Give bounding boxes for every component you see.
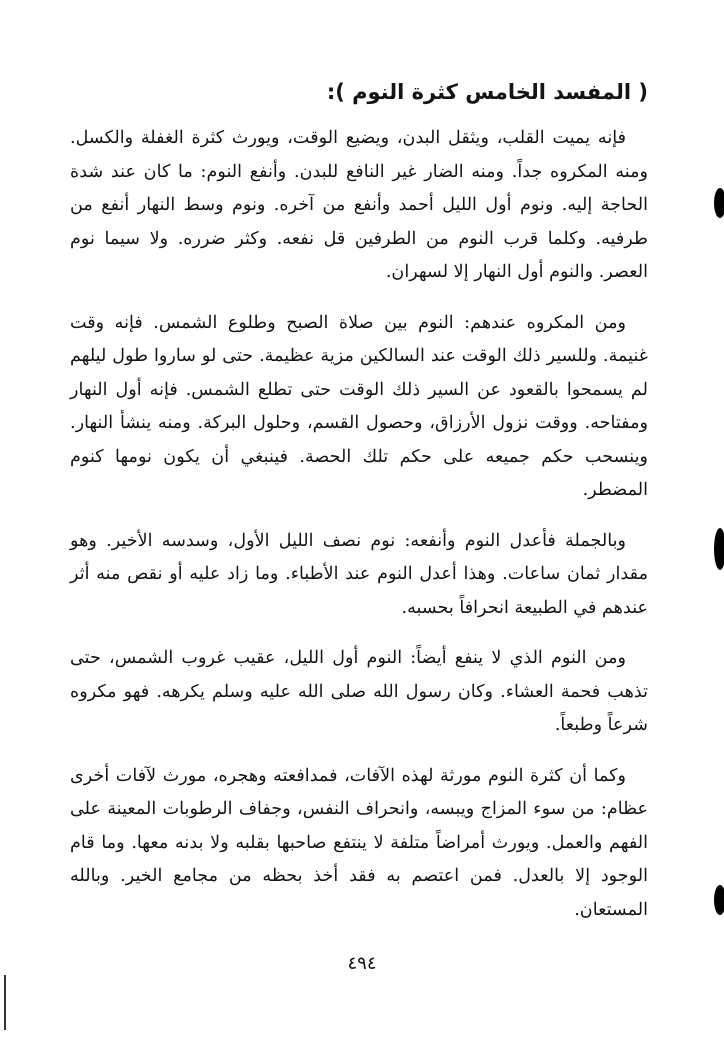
paragraph-4: ومن النوم الذي لا ينفع أيضاً: النوم أول الليل، عقيب غروب الشمس، حتى تذهب فحمة العشاء. وكان رسول الله صلى الله عليه وسلم يكرهه. فهو مكروه شرعاً وطبعاً. [70,648,648,735]
scan-left-edge-line [4,975,6,1030]
paragraph-3: وبالجملة فأعدل النوم وأنفعه: نوم نصف الليل الأول، وسدسه الأخير. وهو مقدار ثمان ساعات. وهذا أعدل النوم عند الأطباء. وما زاد عليه أو نقص منه أثر عندهم في الطبيعة انحرافاً بحسبه. [70,530,648,618]
page-body [70,72,648,944]
scan-edge-mark-middle [714,528,724,570]
page-number: ٤٩٤ [347,953,377,974]
paragraph-1: فإنه يميت القلب، ويثقل البدن، ويضيع الوقت، ويورث كثرة الغفلة والكسل. ومنه المكروه جداً. ومنه الضار غير النافع للبدن. وأنفع النوم: ما كان عند شدة الحاجة إليه. ونوم أول الليل أحمد وأنفع من آخره. ونوم وسط النهار أنفع من طرفيه. وكلما قرب النوم من الطرفين قل نفعه. وكثر ضرره. ولا سيما نوم العصر. والنوم أول النهار إلا لسهران. [70,128,648,282]
scan-edge-mark-bottom [714,885,724,915]
section-heading: ( المفسد الخامس كثرة النوم ): [326,80,648,104]
paragraph-5: وكما أن كثرة النوم مورثة لهذه الآفات، فمدافعته وهجره، مورث لآفات أخرى عظام: من سوء المزاج ويبسه، وانحراف النفس، وجفاف الرطوبات المعينة على الفهم والعمل. ويورث أمراضاً متلفة لا ينتفع صاحبها بقلبه ولا بدنه معها. وما قام الوجود إلا بالعدل. فمن اعتصم به فقد أخذ بحظه من مجامع الخير. وبالله المستعان. [70,765,648,920]
paragraph-2: ومن المكروه عندهم: النوم بين صلاة الصبح وطلوع الشمس. فإنه وقت غنيمة. وللسير ذلك الوقت عند السالكين مزية عظيمة. حتى لو ساروا طول ليلهم لم يسمحوا بالقعود عن السير ذلك الوقت حتى تطلع الشمس. فإنه أول النهار ومفتاحه. ووقت نزول الأرزاق، وحصول القسم، وحلول البركة. ومنه ينشأ النهار. وينسحب حكم جميعه على حكم تلك الحصة. فينبغي أن يكون نومها كنوم المضطر. [70,312,648,500]
scan-edge-mark-top [714,188,724,218]
